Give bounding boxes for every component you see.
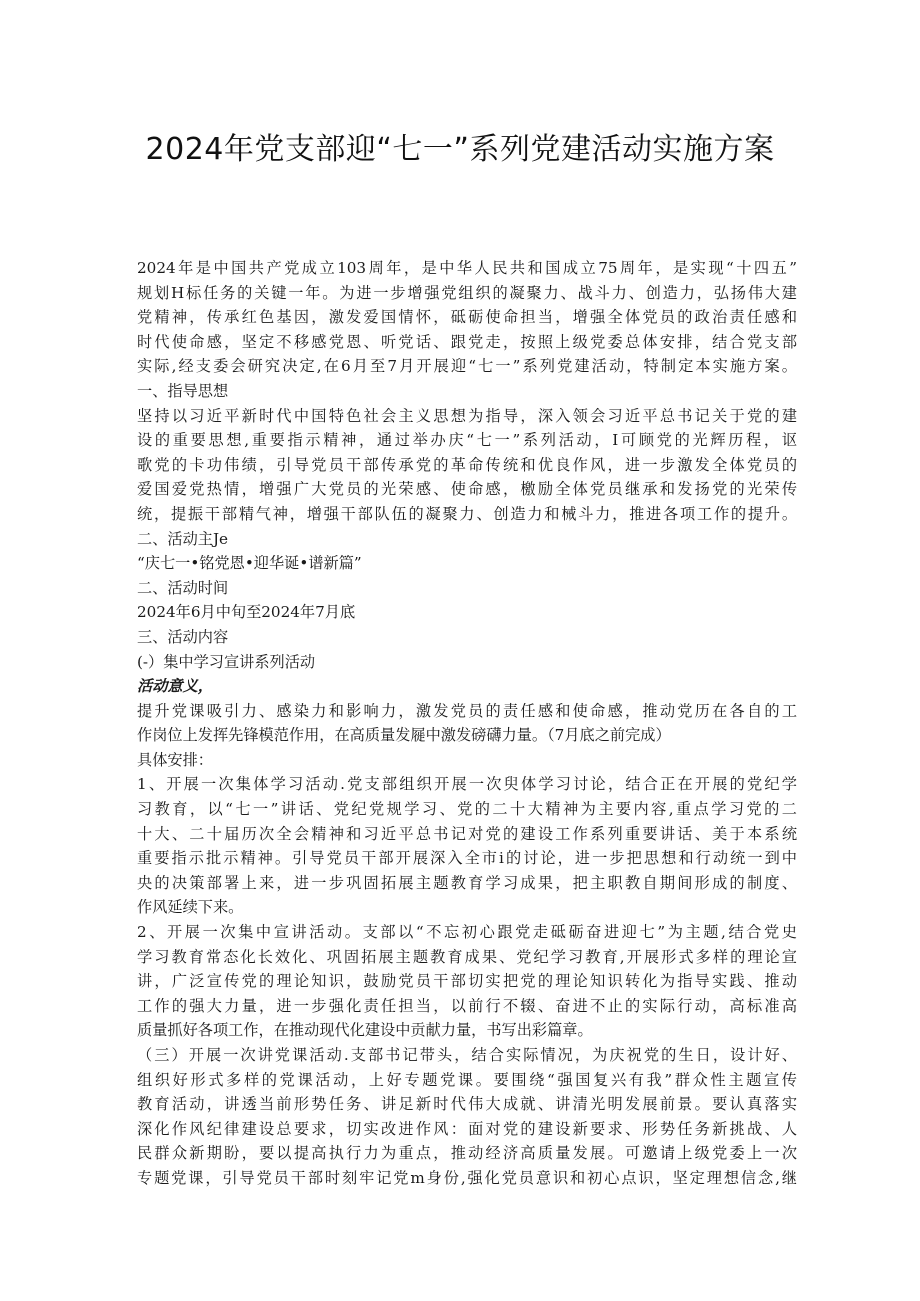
text-line: 三、活动内容 (137, 627, 229, 646)
text-line: 作风延续下来。 (137, 898, 244, 917)
text-line: 习教育，以“七一”讲话、党纪党规学习、党的二十大精神为主要内容,重点学习党的二 (137, 800, 797, 819)
text-line: 坚持以习近平新时代中国特色社会主义思想为指导，深入领会习近平总书记关于党的建 (137, 406, 797, 425)
text-line: （三）开展一次讲党课活动.支部书记带头，结合实际情况，为庆祝党的生日，设计好、 (137, 1046, 797, 1064)
text-line: 深化作风纪律建设总要求，切实改进作风：面对党的建设新要求、形势任务新挑战、人 (137, 1119, 797, 1138)
text-line: (-）集中学习宣讲系列活动 (137, 652, 316, 671)
text-line: 学习教育常态化长效化、巩固拓展主题教育成果、党纪学习教育,开展形式多样的理论宣 (137, 947, 797, 966)
text-line: 专题党课，引导党员干部时刻牢记党m身份,强化党员意识和初心点识，坚定理想信念,继 (137, 1168, 797, 1187)
text-line: 2024年6月中旬至2024年7月底 (137, 603, 356, 622)
text-line: 统，提振干部精气神，增强干部队伍的凝聚力、创造力和械斗力，推进各项工作的提升。 (137, 504, 797, 523)
text-line: 十大、二十届历次全会精神和习近平总书记对党的建设工作系列重要讲话、美于本系统 (137, 824, 797, 843)
document-body (137, 256, 797, 1191)
document-title: 2024年党支部迎“七一”系列党建活动实施方案 (145, 132, 775, 167)
text-line: 教育活动，讲透当前形势任务、讲足新时代伟大成就、讲清光明发展前景。要认真落实 (137, 1095, 797, 1114)
text-line: 规划H标任务的关键一年。为进一步增强党组织的凝聚力、战斗力、创造力，弘扬伟大建 (137, 283, 797, 302)
text-line: 质量抓好各项工作，在推动现代化建设中贡献力量，书写出彩篇章。 (137, 1021, 593, 1040)
text-line: “庆七一•铭党恩•迎华诞•谱新篇” (137, 554, 362, 573)
text-line: 央的决策部署上来，进一步巩固拓展主题教育学习成果，把主职教自期间形成的制度、 (137, 873, 797, 892)
text-line: 组织好形式多样的党课活动，上好专题党课。要围绕“强国复兴有我”群众性主题宣传 (137, 1070, 797, 1089)
text-line: 提升党课吸引力、感染力和影响力，激发党员的责任感和使命感，推动党历在各自的工 (137, 701, 797, 720)
text-line: 作岗位上发挥先锋模范作用，在高质量发屣中激发磅礴力量。（7月底之前完成） (137, 726, 671, 745)
text-line: 二、活动主Je (137, 529, 229, 548)
text-line: 讲，广泛宣传党的理论知识，鼓励党员干部切实把党的理论知识转化为指导实践、推动 (137, 972, 797, 991)
text-line: 具体安排： (137, 750, 213, 769)
text-line: 1、开展一次集体学习活动.党支部组织开展一次臾体学习讨论，结合正在开展的党纪学 (137, 775, 797, 794)
text-line: 实际,经支委会研究决定,在6月至7月开展迎“七一”系列党建活动，特制定本实施方案。 (137, 357, 797, 376)
text-line: 民群众新期盼，要以提高执行力为重点，推动经济高质量发展。可邀请上级党委上一次 (137, 1144, 797, 1163)
text-line: 歌党的卡功伟绩，引导党员干部传承党的革命传统和优良作风，进一步激发全体党员的 (137, 455, 797, 474)
text-line: 2、开展一次集中宣讲活动。支部以“不忘初心跟党走砥砺奋进迎七”为主题,结合党史 (137, 923, 797, 942)
text-line: 2024年是中国共产党成立103周年，是中华人民共和国成立75周年，是实现“十四五” (137, 259, 797, 277)
text-line: 二、活动时间 (137, 578, 229, 597)
text-line: 设的重要思想,重要指示精神，通过举办庆“七一”系列活动，I可顾党的光辉历程，讴 (137, 431, 797, 450)
text-line: 时代使命感，坚定不移感党恩、听党话、跟党走，按照上级党委总体安排，结合党支部 (137, 332, 797, 351)
text-line: 工作的强大力量，进一步强化责任担当，以前行不辍、奋进不止的实际行动，高标准高 (137, 996, 797, 1015)
text-line: 重要指示批示精神。引导党员干部开展深入全市i的讨论，进一步把思想和行动统一到中 (137, 849, 797, 868)
text-line: 活动意义， (137, 677, 213, 696)
text-line: 爱国爱党热情，增强广大党员的光荣感、使命感，檄励全体党员继承和发扬党的光荣传 (137, 480, 797, 499)
text-line: 党精神，传承红色基因，激发爱国情怀，砥砺使命担当，增强全体党员的政治责任感和 (137, 308, 797, 327)
text-line: 一、指导思想 (137, 381, 229, 400)
